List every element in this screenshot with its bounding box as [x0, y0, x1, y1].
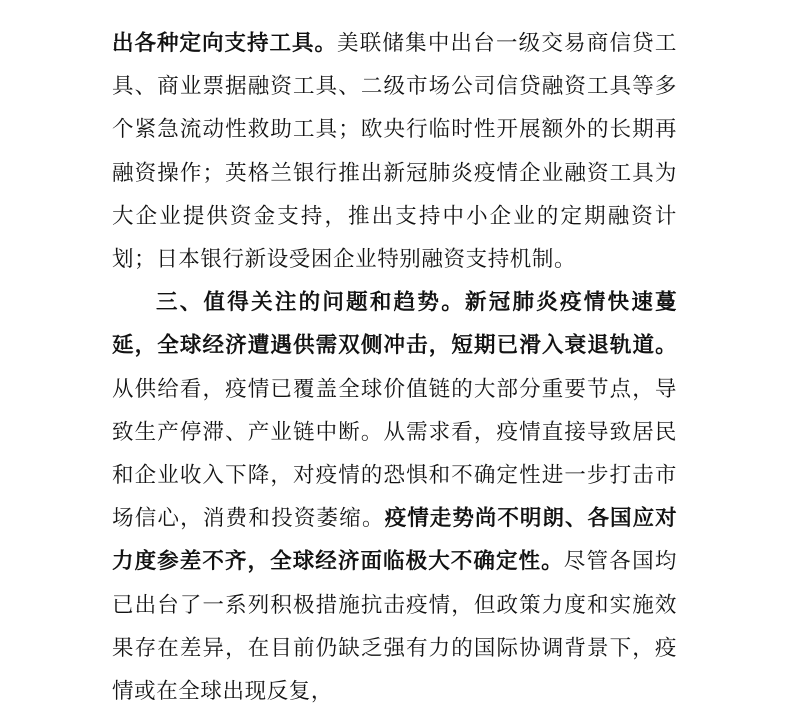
- text-run-regular: 尽管各国均已出台了一系列积极措施抗击疫情，但政策力度和实施效果存在差异，在目前仍缺乏强有力的国际协调背景下，疫情或在全球出现反复，: [112, 549, 677, 705]
- text-run-bold: 出各种定向支持工具。: [112, 31, 338, 56]
- text-run-bold: 三、值得关注的问题和趋势。新冠肺炎疫情快速蔓延，全球经济遭遇供需双侧冲击，短期已滑入衰退轨道。: [112, 290, 677, 359]
- text-run-bold: 疫情走势尚不明朗、各国应对力度参差不齐，全球经济面临极大不确定性。: [112, 506, 677, 575]
- text-run-regular: 美联储集中出台一级交易商信贷工具、商业票据融资工具、二级市场公司信贷融资工具等多个紧急流动性救助工具；欧央行临时性开展额外的长期再融资操作；英格兰银行推出新冠肺炎疫情企业融资工具为大企业提供资金支持，推出支持中小企业的定期融资计划；日本银行新设受困企业特别融资支持机制。: [112, 31, 677, 273]
- paragraph-monetary-tools: [112, 22, 677, 281]
- document-body: [112, 22, 677, 713]
- text-run-regular: 从供给看，疫情已覆盖全球价值链的大部分重要节点，导致生产停滞、产业链中断。从需求看，疫情直接导致居民和企业收入下降，对疫情的恐惧和不确定性进一步打击市场信心，消费和投资萎缩。: [112, 376, 677, 532]
- paragraph-section-three: [112, 281, 677, 713]
